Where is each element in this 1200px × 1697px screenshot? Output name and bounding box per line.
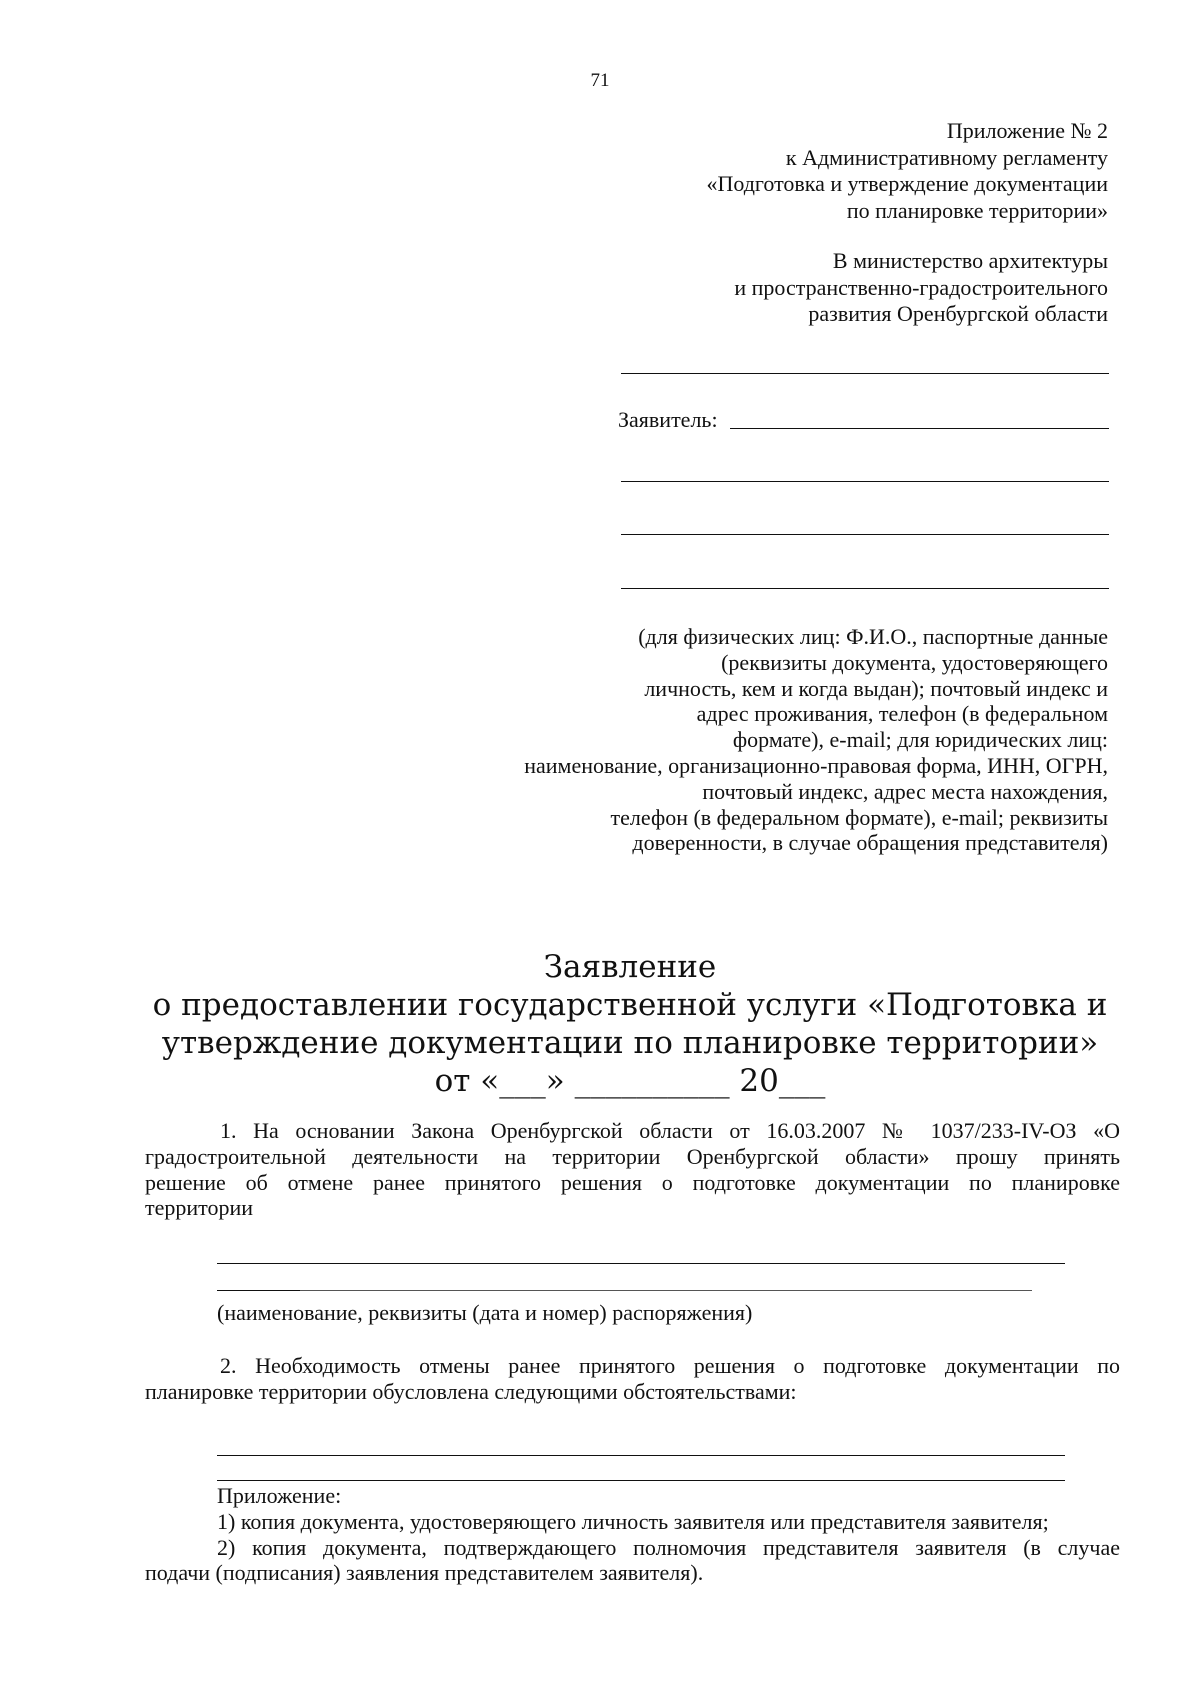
attachment-item: подачи (подписания) заявления представителем заявителя). [145, 1560, 704, 1586]
circumstances-field-line[interactable] [217, 1455, 1065, 1456]
attachments-list [145, 1483, 1120, 1586]
applicant-hint-line: (реквизиты документа, удостоверяющего [721, 649, 1108, 675]
applicant-hint-line: телефон (в федеральном формате), e-mail; реквизиты [610, 804, 1108, 830]
circumstances-field-line[interactable] [217, 1480, 1065, 1481]
paragraph-line: градостроительной деятельности на территории Оренбургской области» прошу принять [145, 1143, 1120, 1169]
order-field-line[interactable] [217, 1263, 1065, 1264]
applicant-hint-line: почтовый индекс, адрес места нахождения, [702, 778, 1108, 804]
paragraph-line: планировке территории обусловлена следующими обстоятельствами: [145, 1378, 797, 1404]
page-number: 71 [590, 70, 610, 91]
applicant-field-line[interactable] [621, 481, 1109, 482]
title-line: о предоставлении государственной услуги «Подготовка и [152, 987, 1108, 1023]
recipient-name-line[interactable] [621, 373, 1109, 374]
attachment-item: 1) копия документа, удостоверяющего личность заявителя или представителя заявителя; [217, 1508, 1049, 1534]
paragraph-1 [145, 1118, 1120, 1221]
applicant-hint-line: личность, кем и когда выдан); почтовый индекс и [644, 675, 1108, 701]
applicant-field-line[interactable] [730, 428, 1109, 429]
title-line: утверждение документации по планировке территории» [161, 1025, 1099, 1061]
applicant-field-line[interactable] [621, 534, 1109, 535]
applicant-label: Заявитель: [618, 407, 718, 432]
document-title [100, 948, 1160, 1100]
title-line: Заявление [543, 949, 717, 985]
order-caption: (наименование, реквизиты (дата и номер) распоряжения) [217, 1300, 753, 1325]
appendix-header-line: по планировке территории» [846, 197, 1108, 223]
applicant-hint-line: доверенности, в случае обращения представителя) [632, 830, 1108, 856]
recipient-line: В министерство архитектуры [832, 248, 1108, 273]
appendix-header [706, 118, 1108, 224]
attachment-item: 2) копия документа, подтверждающего полномочия представителя заявителя (в случае [217, 1534, 1120, 1560]
paragraph-line: решение об отмене ранее принятого решения о подготовке документации по планировке [145, 1169, 1120, 1195]
paragraph-line: 1. На основании Закона Оренбургской области от 16.03.2007 № 1037/233-IV-ОЗ «О [220, 1118, 1120, 1143]
recipient-line: и пространственно-градостроительного [734, 274, 1108, 300]
applicant-hint-line: формате), e-mail; для юридических лиц: [732, 727, 1108, 753]
applicant-hint-line: наименование, организационно-правовая форма, ИНН, ОГРН, [524, 752, 1108, 778]
recipient-line: развития Оренбургской области [808, 301, 1108, 326]
attachments-heading: Приложение: [217, 1483, 342, 1508]
appendix-header-line: Приложение № 2 [946, 118, 1108, 143]
order-field-line[interactable] [300, 1290, 1032, 1291]
applicant-hint [408, 624, 1108, 856]
appendix-header-line: «Подготовка и утверждение документации [706, 171, 1108, 196]
appendix-header-line: к Административному регламенту [785, 144, 1108, 170]
recipient-block [734, 248, 1108, 328]
paragraph-2 [145, 1353, 1120, 1405]
applicant-hint-line: (для физических лиц: Ф.И.О., паспортные данные [638, 624, 1108, 649]
title-date-line: от «___» __________ 20___ [434, 1063, 826, 1099]
order-field-line[interactable] [217, 1290, 300, 1291]
paragraph-line: территории [145, 1195, 254, 1221]
applicant-hint-line: адрес проживания, телефон (в федеральном [696, 701, 1108, 727]
paragraph-line: 2. Необходимость отмены ранее принятого решения о подготовке документации по [220, 1353, 1120, 1378]
applicant-field-line[interactable] [621, 588, 1109, 589]
